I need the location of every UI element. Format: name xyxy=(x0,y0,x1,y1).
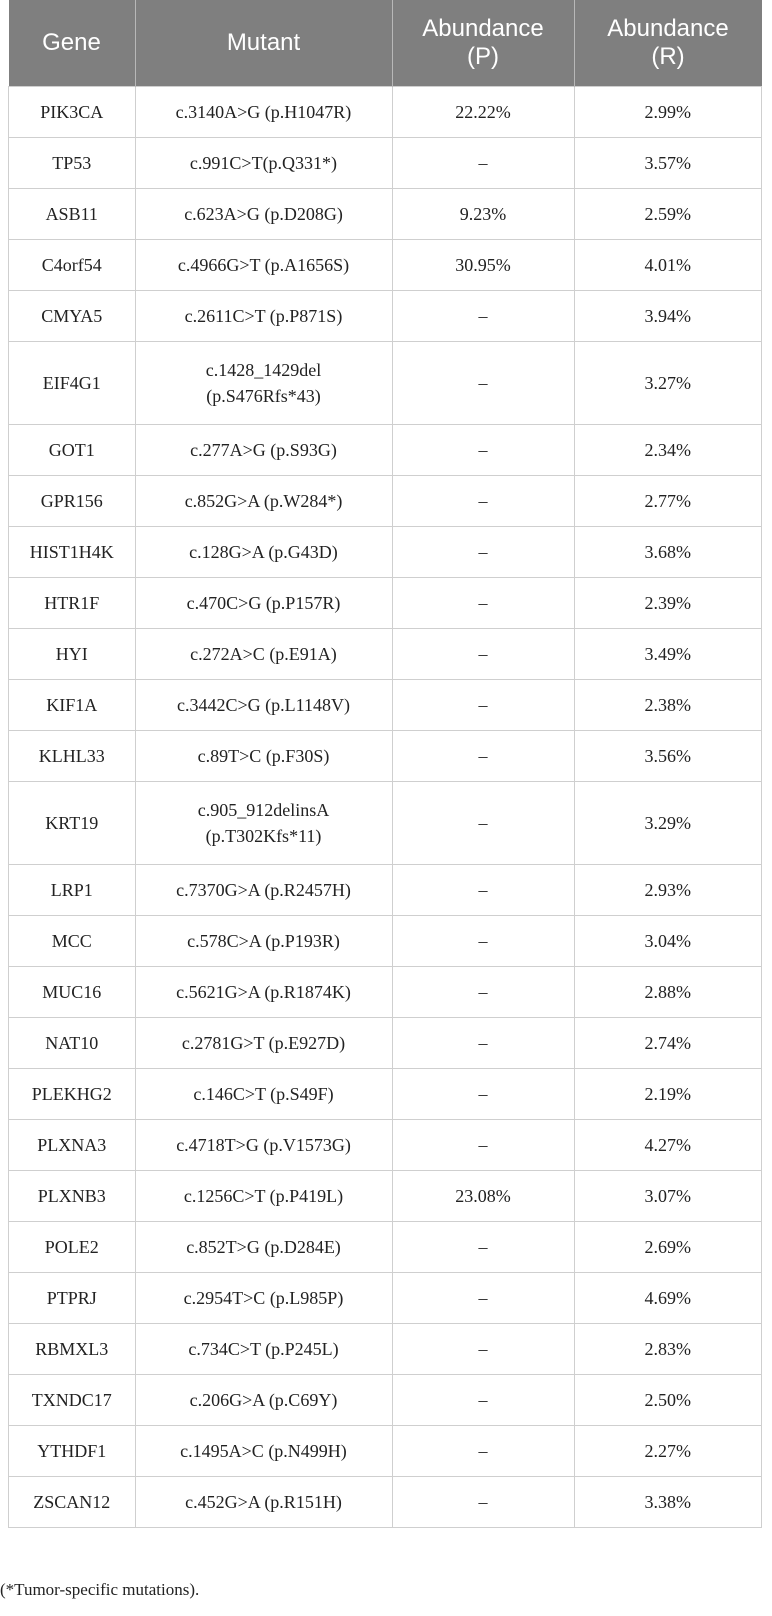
cell-abundance-r: 2.99% xyxy=(574,87,762,138)
cell-abundance-p: – xyxy=(392,680,574,731)
cell-mutant xyxy=(135,916,392,967)
cell-abundance-p: – xyxy=(392,425,574,476)
cell-mutant xyxy=(135,189,392,240)
mutant-line: c.146C>T (p.S49F) xyxy=(193,1084,334,1104)
cell-abundance-p: – xyxy=(392,782,574,865)
header-line: Gene xyxy=(42,29,101,56)
mutant-line: c.2954T>C (p.L985P) xyxy=(183,1288,344,1308)
cell-mutant xyxy=(135,629,392,680)
cell-abundance-p: – xyxy=(392,1477,574,1528)
cell-abundance-r: 2.27% xyxy=(574,1426,762,1477)
cell-gene: TP53 xyxy=(9,138,136,189)
cell-gene: PLXNA3 xyxy=(9,1120,136,1171)
cell-abundance-r: 3.38% xyxy=(574,1477,762,1528)
table-row xyxy=(9,1273,762,1324)
table-row xyxy=(9,425,762,476)
cell-gene: KLHL33 xyxy=(9,731,136,782)
table-row xyxy=(9,680,762,731)
mutant-line: (p.T302Kfs*11) xyxy=(205,826,322,846)
cell-mutant xyxy=(135,138,392,189)
mutant-line: c.5621G>A (p.R1874K) xyxy=(176,982,351,1002)
cell-abundance-p: 9.23% xyxy=(392,189,574,240)
header-mutant xyxy=(135,0,392,87)
cell-abundance-r: 2.74% xyxy=(574,1018,762,1069)
mutant-line: c.452G>A (p.R151H) xyxy=(185,1492,342,1512)
cell-abundance-p: – xyxy=(392,1018,574,1069)
cell-abundance-p: – xyxy=(392,967,574,1018)
cell-abundance-p: – xyxy=(392,1375,574,1426)
mutant-line: c.89T>C (p.F30S) xyxy=(197,746,330,766)
cell-abundance-p: – xyxy=(392,916,574,967)
mutant-line: c.1495A>C (p.N499H) xyxy=(180,1441,347,1461)
cell-mutant xyxy=(135,1222,392,1273)
cell-abundance-r: 3.29% xyxy=(574,782,762,865)
mutant-line: c.277A>G (p.S93G) xyxy=(190,440,337,460)
cell-abundance-p: – xyxy=(392,1273,574,1324)
cell-gene: HYI xyxy=(9,629,136,680)
cell-gene: EIF4G1 xyxy=(9,342,136,425)
cell-mutant xyxy=(135,865,392,916)
cell-abundance-r: 3.57% xyxy=(574,138,762,189)
cell-mutant xyxy=(135,1324,392,1375)
table-row xyxy=(9,967,762,1018)
mutant-line: c.4718T>G (p.V1573G) xyxy=(176,1135,351,1155)
cell-mutant xyxy=(135,1069,392,1120)
cell-mutant xyxy=(135,1477,392,1528)
cell-gene: GOT1 xyxy=(9,425,136,476)
header-gene xyxy=(9,0,136,87)
cell-gene: PLEKHG2 xyxy=(9,1069,136,1120)
cell-abundance-r: 3.04% xyxy=(574,916,762,967)
header-line-2: (P) xyxy=(467,43,499,70)
cell-abundance-p: – xyxy=(392,527,574,578)
header-line: Abundance xyxy=(422,15,544,42)
cell-abundance-r: 2.88% xyxy=(574,967,762,1018)
cell-mutant xyxy=(135,476,392,527)
cell-abundance-p: 30.95% xyxy=(392,240,574,291)
mutant-line: c.206G>A (p.C69Y) xyxy=(189,1390,338,1410)
mutant-line: c.470C>G (p.P157R) xyxy=(186,593,341,613)
mutant-line: c.623A>G (p.D208G) xyxy=(184,204,343,224)
cell-abundance-p: – xyxy=(392,1222,574,1273)
cell-gene: NAT10 xyxy=(9,1018,136,1069)
cell-abundance-p: – xyxy=(392,476,574,527)
cell-abundance-p: 23.08% xyxy=(392,1171,574,1222)
cell-gene: YTHDF1 xyxy=(9,1426,136,1477)
cell-abundance-r: 2.93% xyxy=(574,865,762,916)
cell-gene: MCC xyxy=(9,916,136,967)
cell-mutant xyxy=(135,967,392,1018)
mutant-line: c.3442C>G (p.L1148V) xyxy=(177,695,350,715)
mutant-line: c.1256C>T (p.P419L) xyxy=(183,1186,344,1206)
cell-mutant xyxy=(135,1171,392,1222)
table-row xyxy=(9,1171,762,1222)
cell-gene: KRT19 xyxy=(9,782,136,865)
cell-mutant xyxy=(135,342,392,425)
table-row xyxy=(9,1426,762,1477)
cell-abundance-r: 2.50% xyxy=(574,1375,762,1426)
cell-abundance-r: 4.69% xyxy=(574,1273,762,1324)
cell-mutant xyxy=(135,731,392,782)
cell-gene: POLE2 xyxy=(9,1222,136,1273)
cell-abundance-r: 2.34% xyxy=(574,425,762,476)
cell-abundance-r: 3.68% xyxy=(574,527,762,578)
table-header-row xyxy=(9,0,762,87)
cell-abundance-r: 2.69% xyxy=(574,1222,762,1273)
cell-mutant xyxy=(135,291,392,342)
cell-gene: GPR156 xyxy=(9,476,136,527)
cell-abundance-r: 3.27% xyxy=(574,342,762,425)
cell-gene: HIST1H4K xyxy=(9,527,136,578)
table-row xyxy=(9,1222,762,1273)
cell-mutant xyxy=(135,87,392,138)
cell-gene: C4orf54 xyxy=(9,240,136,291)
cell-abundance-r: 3.56% xyxy=(574,731,762,782)
cell-mutant xyxy=(135,680,392,731)
cell-abundance-p: – xyxy=(392,865,574,916)
mutant-line: c.3140A>G (p.H1047R) xyxy=(175,102,352,122)
table-row xyxy=(9,138,762,189)
table-row xyxy=(9,578,762,629)
table-row xyxy=(9,1324,762,1375)
cell-abundance-r: 4.27% xyxy=(574,1120,762,1171)
cell-mutant xyxy=(135,782,392,865)
cell-mutant xyxy=(135,1375,392,1426)
table-row xyxy=(9,865,762,916)
table-row xyxy=(9,1018,762,1069)
cell-gene: RBMXL3 xyxy=(9,1324,136,1375)
cell-mutant xyxy=(135,578,392,629)
mutant-line: c.578C>A (p.P193R) xyxy=(187,931,340,951)
table-row xyxy=(9,342,762,425)
mutant-line: c.905_912delinsA xyxy=(197,800,330,820)
table-row xyxy=(9,87,762,138)
cell-gene: CMYA5 xyxy=(9,291,136,342)
cell-mutant xyxy=(135,1426,392,1477)
cell-abundance-p: – xyxy=(392,629,574,680)
mutation-table xyxy=(8,0,762,1528)
cell-abundance-p: – xyxy=(392,1426,574,1477)
table-row xyxy=(9,476,762,527)
cell-abundance-r: 2.77% xyxy=(574,476,762,527)
mutant-line: c.852T>G (p.D284E) xyxy=(186,1237,341,1257)
header-abundance-p xyxy=(392,0,574,87)
cell-abundance-p: – xyxy=(392,138,574,189)
table-row xyxy=(9,731,762,782)
mutant-line: c.852G>A (p.W284*) xyxy=(184,491,343,511)
table-row xyxy=(9,1069,762,1120)
cell-abundance-r: 3.94% xyxy=(574,291,762,342)
header-abundance-r xyxy=(574,0,762,87)
cell-abundance-p: – xyxy=(392,578,574,629)
table-row xyxy=(9,240,762,291)
table-row xyxy=(9,189,762,240)
cell-gene: ZSCAN12 xyxy=(9,1477,136,1528)
cell-mutant xyxy=(135,1018,392,1069)
cell-mutant xyxy=(135,240,392,291)
header-line: Abundance xyxy=(607,15,729,42)
table-row xyxy=(9,291,762,342)
cell-abundance-p: – xyxy=(392,1069,574,1120)
cell-abundance-r: 2.59% xyxy=(574,189,762,240)
cell-abundance-p: 22.22% xyxy=(392,87,574,138)
cell-mutant xyxy=(135,1273,392,1324)
cell-abundance-p: – xyxy=(392,1120,574,1171)
mutant-line: c.2781G>T (p.E927D) xyxy=(181,1033,346,1053)
mutant-line: c.4966G>T (p.A1656S) xyxy=(177,255,350,275)
cell-mutant xyxy=(135,1120,392,1171)
cell-gene: TXNDC17 xyxy=(9,1375,136,1426)
cell-mutant xyxy=(135,425,392,476)
table-row xyxy=(9,629,762,680)
cell-abundance-r: 3.07% xyxy=(574,1171,762,1222)
mutant-line: c.7370G>A (p.R2457H) xyxy=(176,880,351,900)
cell-gene: PLXNB3 xyxy=(9,1171,136,1222)
cell-abundance-p: – xyxy=(392,1324,574,1375)
cell-gene: PTPRJ xyxy=(9,1273,136,1324)
table-row xyxy=(9,916,762,967)
table-row xyxy=(9,527,762,578)
cell-abundance-p: – xyxy=(392,291,574,342)
cell-gene: LRP1 xyxy=(9,865,136,916)
table-row xyxy=(9,782,762,865)
mutant-line: c.2611C>T (p.P871S) xyxy=(184,306,343,326)
cell-gene: HTR1F xyxy=(9,578,136,629)
header-line: Mutant xyxy=(226,29,301,56)
cell-mutant xyxy=(135,527,392,578)
cell-gene: MUC16 xyxy=(9,967,136,1018)
table-body xyxy=(9,87,762,1528)
cell-abundance-r: 2.83% xyxy=(574,1324,762,1375)
cell-abundance-r: 2.38% xyxy=(574,680,762,731)
mutant-line: c.734C>T (p.P245L) xyxy=(188,1339,339,1359)
cell-gene: PIK3CA xyxy=(9,87,136,138)
cell-abundance-p: – xyxy=(392,342,574,425)
cell-gene: ASB11 xyxy=(9,189,136,240)
mutant-line: c.1428_1429del xyxy=(205,360,322,380)
cell-abundance-p: – xyxy=(392,731,574,782)
cell-abundance-r: 2.19% xyxy=(574,1069,762,1120)
table-footnote: (*Tumor-specific mutations). xyxy=(0,1580,200,1599)
cell-abundance-r: 3.49% xyxy=(574,629,762,680)
table-row xyxy=(9,1120,762,1171)
header-line-2: (R) xyxy=(651,43,685,70)
cell-abundance-r: 4.01% xyxy=(574,240,762,291)
mutant-line: c.991C>T(p.Q331*) xyxy=(189,153,338,173)
cell-abundance-r: 2.39% xyxy=(574,578,762,629)
table-row xyxy=(9,1375,762,1426)
mutant-line: (p.S476Rfs*43) xyxy=(206,386,321,406)
mutant-line: c.272A>C (p.E91A) xyxy=(190,644,337,664)
mutant-line: c.128G>A (p.G43D) xyxy=(189,542,338,562)
table-row xyxy=(9,1477,762,1528)
cell-gene: KIF1A xyxy=(9,680,136,731)
